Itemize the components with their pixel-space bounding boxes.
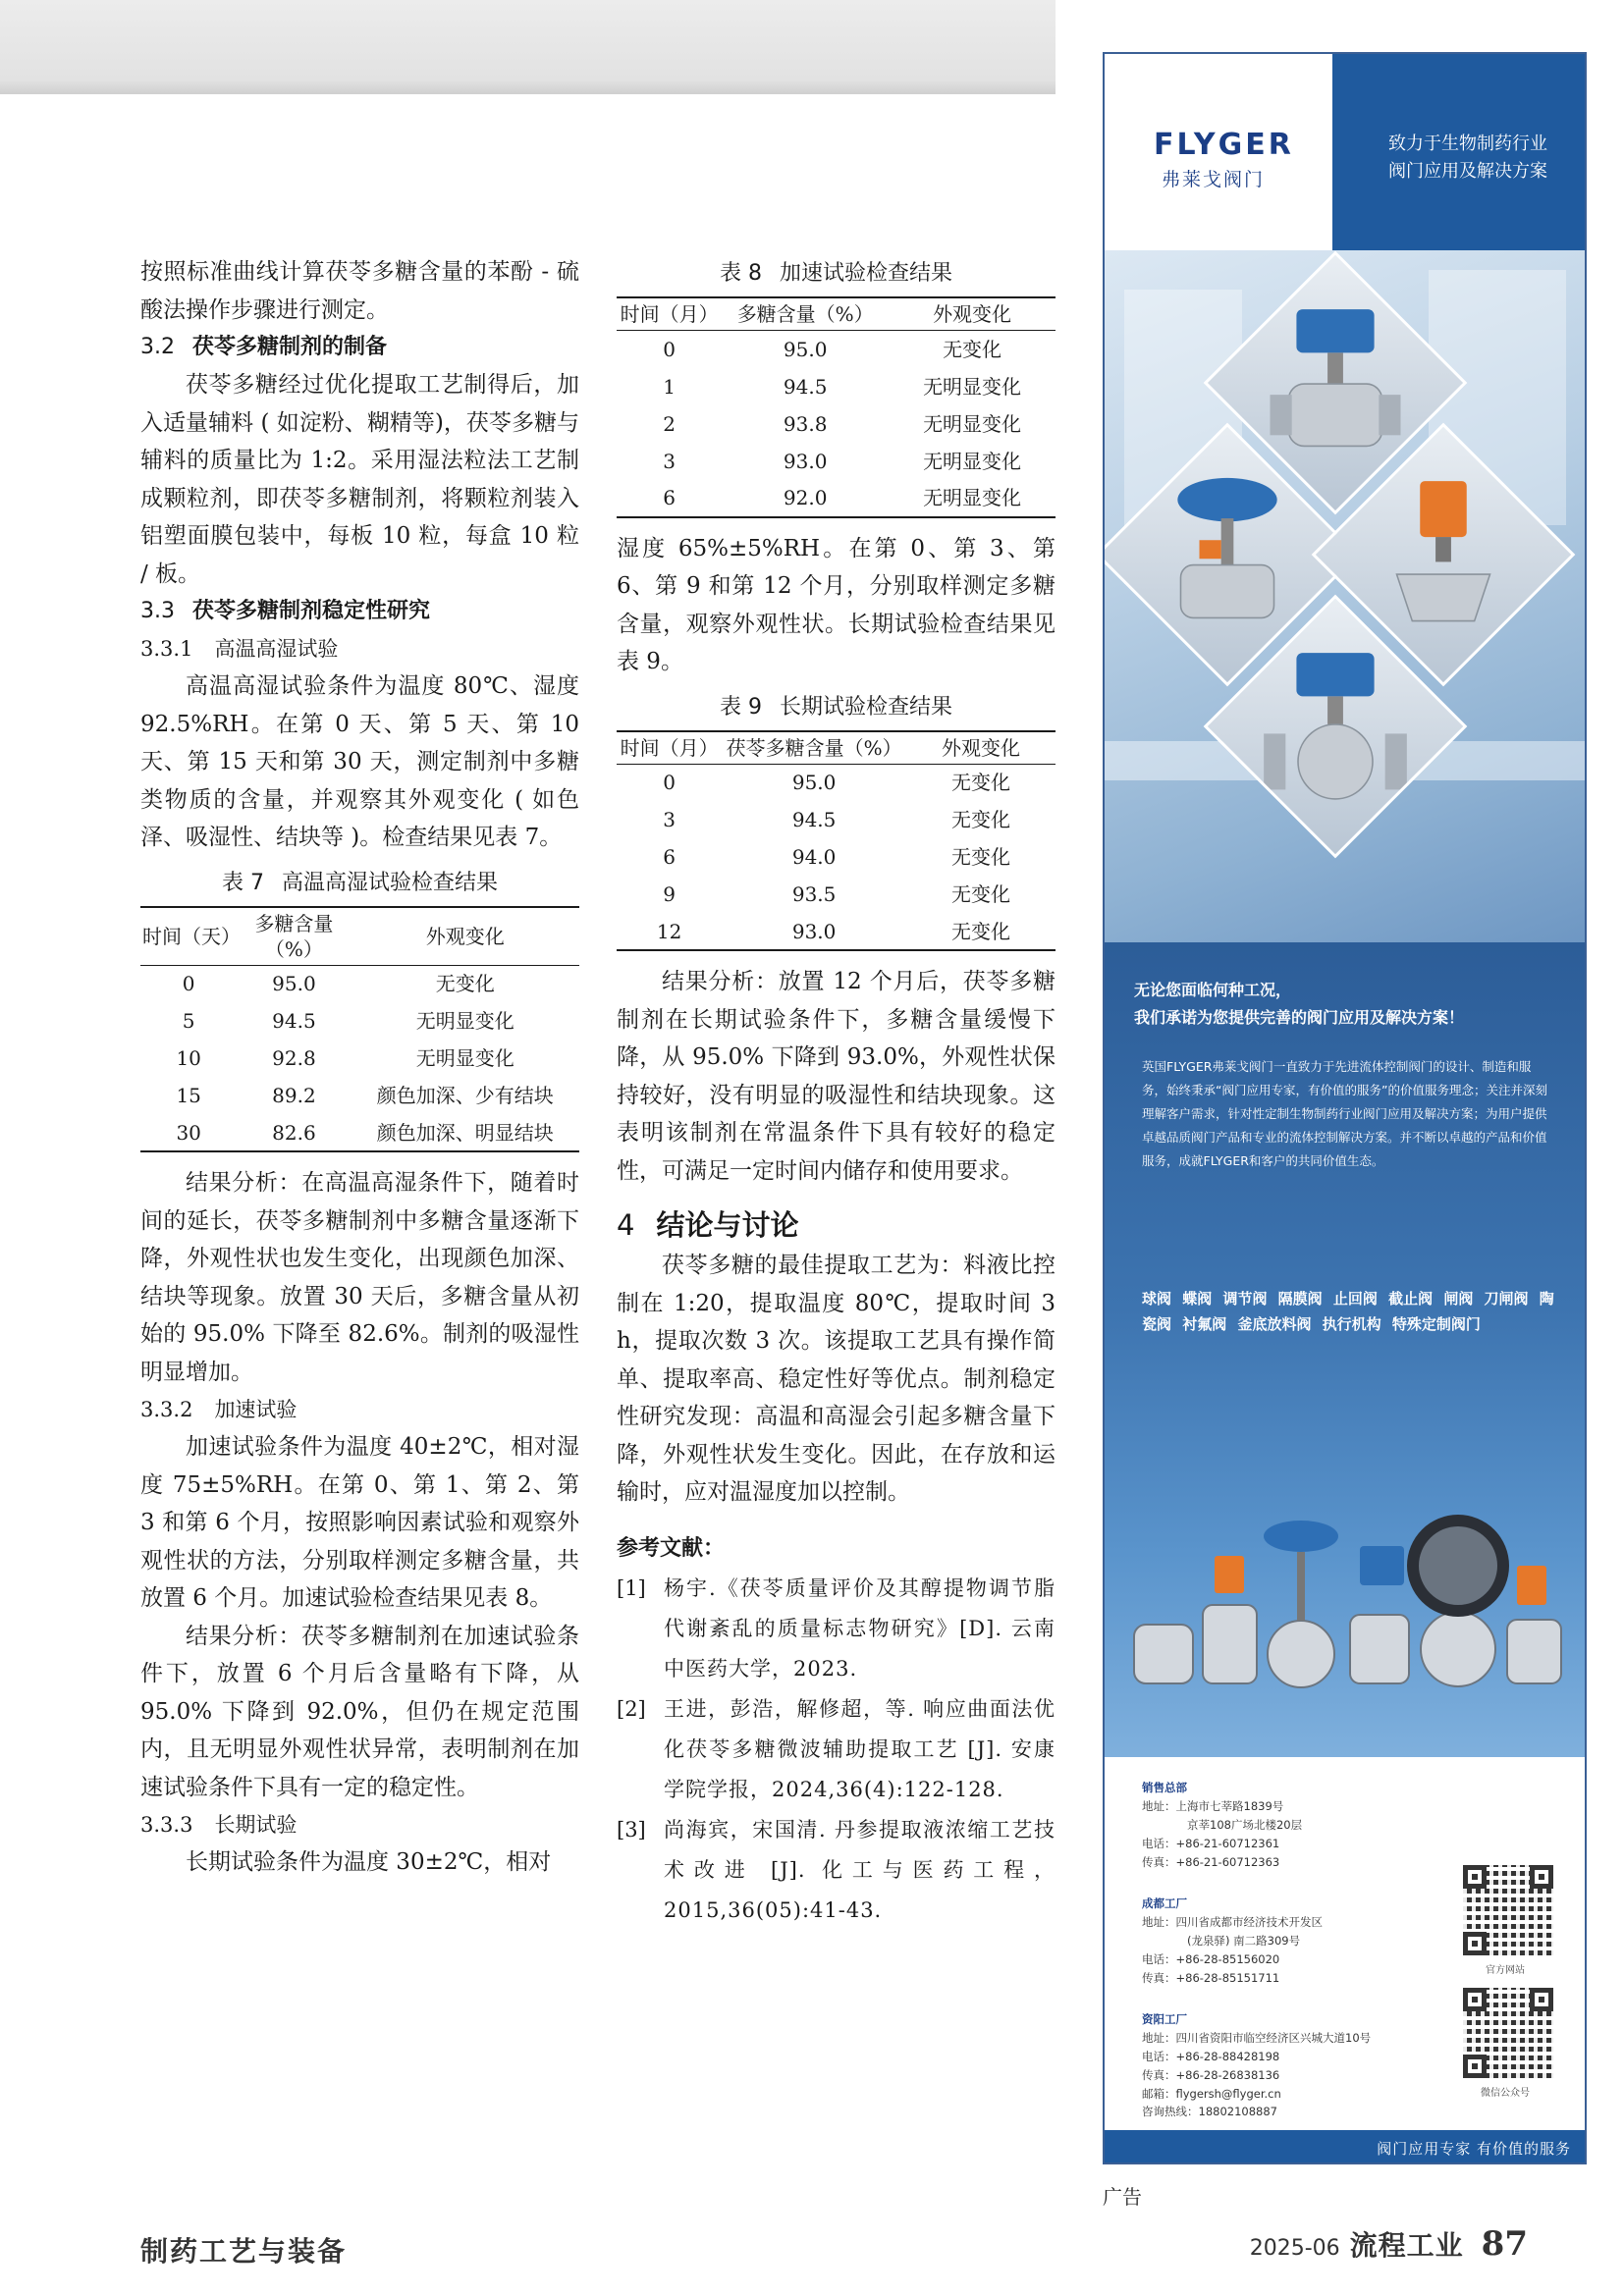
- section-number: 3.3: [140, 599, 175, 623]
- table-9-analysis-paragraph: 结果分析：放置 12 个月后，茯苓多糖制剂在长期试验条件下，多糖含量缓慢下降，从 95.0% 下降到 93.0%，外观性状保持较好，没有明显的吸湿性和结块现象。这表明该制剂在常温条件下具有较好的稳定性，可满足一定时间内储存和使用要求。: [617, 969, 1056, 1184]
- valve-collection-image: [1124, 1458, 1571, 1723]
- section-3-3-2-heading: [140, 1391, 579, 1428]
- contact-address: 地址：四川省成都市经济技术开发区: [1142, 1915, 1323, 1929]
- table-cell: 5: [182, 1009, 195, 1033]
- table-row: [140, 965, 579, 1002]
- table-cell: 30: [176, 1120, 201, 1145]
- contact-title: 销售总部: [1142, 1781, 1187, 1794]
- table-row: [617, 331, 1056, 368]
- flanged-ball-valve-icon: [1242, 637, 1429, 824]
- column-header: 外观变化: [425, 924, 505, 948]
- reference-number: [2]: [617, 1696, 646, 1721]
- table-7-analysis-paragraph: 结果分析：在高温高湿条件下，随着时间的延长，茯苓多糖制剂中多糖含量逐渐下降，外观性状也发生变化，出现颜色加深、结块等现象。放置 30 天后，多糖含量从初始的 95.0% 下降至 82.6%。制剂的吸湿性明显增加。: [140, 1170, 579, 1385]
- contact-title: 资阳工厂: [1142, 2012, 1187, 2026]
- table-cell: 无明显变化: [923, 486, 1022, 509]
- table-row: [617, 368, 1056, 405]
- section-3-3-3-heading: [140, 1806, 579, 1843]
- ad-tagline-line: 我们承诺为您提供完善的阀门应用及解决方案！: [1134, 1008, 1465, 1027]
- table-cell: 无明显变化: [923, 374, 1022, 399]
- table-cell: 6: [663, 486, 676, 509]
- ziyang-factory-contact: [1142, 2010, 1371, 2104]
- table-cell: 无变化: [435, 972, 495, 996]
- table-header-row: [617, 731, 1056, 765]
- ad-product-list: 球阀 蝶阀 调节阀 隔膜阀 止回阀 截止阀 闸阀 刀闸阀 陶瓷阀 衬氟阀 釜底放料阀 执行机构 特殊定制阀门: [1142, 1290, 1554, 1333]
- reference-number: [3]: [617, 1817, 646, 1842]
- table-cell: 93.0: [783, 449, 828, 473]
- table-row: [617, 876, 1056, 913]
- table-cell: 3: [663, 449, 676, 473]
- table-cell: 95.0: [272, 972, 316, 996]
- conclusion-paragraph: 茯苓多糖的最佳提取工艺为：料液比控制在 1:20，提取温度 80℃，提取时间 3 h，提取次数 3 次。该提取工艺具有操作简单、提取率高、稳定性好等优点。制剂稳定性研究发现：高温和高湿会引起多糖含量下降，外观性状发生变化。因此，在存放和运输时，应对温湿度加以控制。: [617, 1253, 1056, 1505]
- section-title: 加速试验: [214, 1398, 298, 1421]
- table-cell: 无明显变化: [415, 1046, 514, 1070]
- table-7-caption: [140, 867, 579, 900]
- table-cell: 无变化: [951, 845, 1010, 869]
- section-title: 长期试验: [214, 1813, 298, 1837]
- ad-slogan: [1350, 131, 1586, 186]
- qr-caption: 微信公众号: [1481, 2088, 1530, 2099]
- contact-fax: 传真：+86-28-85151711: [1142, 1971, 1280, 1985]
- table-number: 表 9: [719, 694, 762, 720]
- issue-number: 2025-06: [1249, 2236, 1340, 2261]
- table-cell: 93.8: [783, 411, 828, 436]
- advertisement-label: 广告: [1103, 2185, 1142, 2209]
- table-row: [617, 764, 1056, 801]
- qr-finder: [1463, 1932, 1487, 1955]
- section-name-footer: 制药工艺与装备: [140, 2235, 348, 2268]
- journal-footer: [1250, 2224, 1528, 2264]
- table-cell: 0: [182, 972, 195, 996]
- control-valve-icon: [1134, 465, 1321, 652]
- section-4-heading: [617, 1203, 1056, 1247]
- section-3-2-heading: [140, 329, 579, 366]
- section-3-3-1-heading: [140, 630, 579, 667]
- ad-logo-box: [1105, 54, 1332, 250]
- chengdu-factory-contact: [1142, 1895, 1323, 1988]
- column-header: 多糖含量（%）: [254, 911, 334, 961]
- contact-address: 地址：四川省资阳市临空经济区兴城大道10号: [1142, 2031, 1372, 2045]
- table-row: [617, 913, 1056, 950]
- table-cell: 94.5: [791, 808, 837, 831]
- table-cell: 93.5: [791, 882, 837, 906]
- contact-address: (龙泉驿) 南二路309号: [1187, 1934, 1301, 1948]
- table-cell: 12: [656, 919, 682, 943]
- section-3-3-1-paragraph: 高温高湿试验条件为温度 80℃、湿度 92.5%RH。在第 0 天、第 5 天、第 10 天、第 15 天和第 30 天，测定制剂中多糖类物质的含量，并观察其外观变化 ( 如色泽、吸湿性、结块等 )。检查结果见表 7。: [140, 673, 579, 850]
- table-header-row: [617, 297, 1056, 331]
- table-cell: 0: [663, 771, 676, 795]
- section-3-3-heading: [140, 593, 579, 630]
- table-cell: 89.2: [272, 1084, 316, 1107]
- reference-item: [617, 1810, 1056, 1931]
- table-number: 表 8: [719, 261, 762, 286]
- table-row: [617, 443, 1056, 480]
- table-cell: 10: [176, 1046, 201, 1070]
- table-cell: 无变化: [951, 919, 1010, 943]
- table-cell: 颜色加深、少有结块: [376, 1084, 554, 1107]
- column-header: 时间（月）: [620, 735, 719, 760]
- table-cell: 82.6: [272, 1120, 316, 1145]
- section-3-2-paragraph: 茯苓多糖经过优化提取工艺制得后，加入适量辅料 ( 如淀粉、糊精等)，茯苓多糖与辅料的质量比为 1:2。采用湿法粒法工艺制成颗粒剂，即茯苓多糖制剂，将颗粒剂装入铝塑面膜包装中，每板 10 粒，每盒 10 粒 / 板。: [140, 372, 579, 587]
- qr-caption: 官方网站: [1486, 1965, 1525, 1976]
- contact-address: 地址：上海市七莘路1839号: [1142, 1799, 1284, 1813]
- table-cell: 92.0: [783, 486, 828, 509]
- ad-lab-photo: [1105, 250, 1585, 942]
- ad-slogan-line: 阀门应用及解决方案: [1388, 161, 1547, 182]
- table-row: [617, 480, 1056, 517]
- table-row: [140, 1040, 579, 1077]
- section-title: 高温高湿试验: [214, 637, 339, 661]
- ball-valve-icon: [1242, 294, 1429, 480]
- table-title: 加速试验检查结果: [779, 261, 952, 286]
- ad-slogan-box: [1332, 54, 1587, 250]
- table-cell: 无变化: [943, 337, 1002, 361]
- table-cell: 92.8: [272, 1046, 316, 1070]
- contact-fax: 传真：+86-28-26838136: [1142, 2068, 1280, 2082]
- table-cell: 无明显变化: [923, 449, 1022, 473]
- table-cell: 无明显变化: [923, 411, 1022, 436]
- contact-fax: 传真：+86-21-60712363: [1142, 1855, 1280, 1869]
- contact-title: 成都工厂: [1142, 1896, 1187, 1910]
- table-cell: 颜色加深、明显结块: [376, 1120, 554, 1145]
- ad-footer-slogan: 阀门应用专家 有价值的服务: [1377, 2140, 1571, 2158]
- website-qr-code: [1463, 1865, 1553, 1955]
- reference-number: [1]: [617, 1575, 646, 1600]
- table-9: [617, 730, 1056, 952]
- table-9-caption: [617, 691, 1056, 724]
- contact-phone: 电话：+86-28-88428198: [1142, 2050, 1280, 2063]
- flyger-logo: FLYGER: [1154, 128, 1294, 162]
- section-3-3-2-paragraph: 加速试验条件为温度 40±2℃，相对湿度 75±5%RH。在第 0、第 1、第 2、第 3 和第 6 个月，按照影响因素试验和观察外观性状的方法，分别取样测定多糖含量，共放置 6 个月。加速试验检查结果见表 8。: [140, 1434, 579, 1611]
- wechat-qr-code: [1463, 1988, 1553, 2078]
- section-title: 茯苓多糖制剂的制备: [192, 335, 388, 359]
- reference-text: 王进，彭浩，解修超，等. 响应曲面法优化茯苓多糖微波辅助提取工艺 [J]. 安康学院学报，2024,36(4):122-128.: [664, 1696, 1056, 1801]
- qr-finder: [1530, 1865, 1553, 1889]
- table-cell: 3: [663, 808, 676, 831]
- section-number: 3.3.2: [140, 1398, 193, 1421]
- table-title: 高温高湿试验检查结果: [281, 870, 498, 895]
- contact-phone: 电话：+86-28-85156020: [1142, 1952, 1280, 1966]
- ad-slogan-line: 致力于生物制药行业: [1388, 133, 1547, 154]
- table-cell: 95.0: [783, 337, 828, 361]
- table-row: [617, 838, 1056, 876]
- table-8: [617, 296, 1056, 518]
- ad-tagline: [1134, 977, 1566, 1032]
- flyger-logo-subtitle: 弗莱戈阀门: [1162, 169, 1266, 190]
- reference-text: 尚海宾，宋国清. 丹参提取液浓缩工艺技术改进 [J]. 化工与医药工程，2015,36(05):41-43.: [664, 1817, 1056, 1922]
- table-cell: 93.0: [791, 919, 837, 943]
- contact-email: 邮箱：flygersh@flyger.cn: [1142, 2087, 1281, 2101]
- table-cell: 0: [663, 337, 676, 361]
- qr-finder: [1463, 1988, 1487, 2011]
- table-cell: 无变化: [951, 771, 1010, 795]
- table-title: 长期试验检查结果: [779, 694, 952, 720]
- ad-description: 英国FLYGER弗莱戈阀门一直致力于先进流体控制阀门的设计、制造和服务，始终秉承“阀门应用专家，有价值的服务”的价值服务理念；关注并深刻理解客户需求，针对性定制生物制药行业阀门应用及解决方案；为用户提供卓越品质阀门产品和专业的流体控制解决方案。并不断以卓越的产品和价值服务，成就FLYGER和客户的共同价值生态。: [1142, 1059, 1547, 1168]
- ad-header: [1105, 54, 1585, 250]
- section-number: 4: [617, 1208, 635, 1242]
- sales-hq-contact: [1142, 1779, 1302, 1872]
- y-valve-icon: [1350, 465, 1537, 652]
- ad-footer-bar: [1105, 2130, 1585, 2164]
- table-8-caption: [617, 257, 1056, 291]
- table-cell: 6: [663, 845, 676, 869]
- column-header: 时间（天）: [142, 924, 241, 948]
- section-number: 3.3.1: [140, 637, 193, 661]
- qr-finder: [1463, 2055, 1487, 2078]
- hotline: 咨询热线：18802108887: [1142, 2105, 1277, 2118]
- table-cell: 94.0: [791, 845, 837, 869]
- table-header-row: [140, 907, 579, 966]
- qr-finder: [1530, 1988, 1553, 2011]
- contact-address: 京莘108广场北楼20层: [1187, 1818, 1303, 1832]
- section-3-3-3-paragraph: 长期试验条件为温度 30±2℃，相对: [186, 1849, 552, 1875]
- top-header-band: [0, 0, 1056, 94]
- table-cell: 94.5: [272, 1009, 316, 1033]
- journal-name: 流程工业: [1349, 2229, 1464, 2262]
- column-header: 外观变化: [942, 735, 1020, 760]
- column-header: 多糖含量（%）: [736, 302, 874, 326]
- intro-paragraph: 按照标准曲线计算茯苓多糖含量的苯酚 - 硫酸法操作步骤进行测定。: [140, 259, 579, 323]
- section-title: 结论与讨论: [656, 1208, 799, 1242]
- left-column: [140, 253, 579, 1882]
- table-row: [617, 405, 1056, 443]
- table-cell: 9: [663, 882, 676, 906]
- reference-item: [617, 1689, 1056, 1810]
- table-7: [140, 906, 579, 1153]
- table-cell: 无明显变化: [415, 1009, 514, 1033]
- reference-text: 杨宇.《茯苓质量评价及其醇提物调节脂代谢紊乱的质量标志物研究》[D]. 云南中医药大学，2023.: [664, 1575, 1056, 1681]
- table-number: 表 7: [221, 870, 264, 895]
- table-cell: 1: [663, 374, 676, 399]
- table-cell: 2: [663, 411, 676, 436]
- section-title: 茯苓多糖制剂稳定性研究: [192, 599, 431, 623]
- ad-contact-panel: [1105, 1757, 1585, 2130]
- table-row: [140, 1002, 579, 1040]
- column-header: 外观变化: [933, 302, 1012, 326]
- qr-finder: [1463, 1865, 1487, 1889]
- table-cell: 无变化: [951, 808, 1010, 831]
- column-header: 茯苓多糖含量（%）: [726, 735, 902, 760]
- table-cell: 15: [176, 1084, 201, 1107]
- section-number: 3.3.3: [140, 1813, 193, 1837]
- table-8-analysis-paragraph: 结果分析：茯苓多糖制剂在加速试验条件下，放置 6 个月后含量略有下降，从 95.0% 下降到 92.0%，但仍在规定范围内，且无明显外观性状异常，表明制剂在加速试验条件下具有一定的稳定性。: [140, 1623, 579, 1800]
- table-row: [140, 1114, 579, 1151]
- reference-item: [617, 1569, 1056, 1689]
- middle-column: [617, 257, 1056, 1931]
- table-row: [617, 801, 1056, 838]
- page-number: 87: [1481, 2224, 1528, 2264]
- column-header: 时间（月）: [620, 302, 719, 326]
- section-number: 3.2: [140, 335, 175, 359]
- contact-phone: 电话：+86-21-60712361: [1142, 1837, 1280, 1850]
- table-cell: 94.5: [783, 374, 828, 399]
- table-row: [140, 1077, 579, 1114]
- long-term-condition-paragraph: 湿度 65%±5%RH。在第 0、第 3、第 6、第 9 和第 12 个月，分别取样测定多糖含量，观察外观性状。长期试验检查结果见表 9。: [617, 535, 1056, 674]
- references-heading: 参考文献：: [617, 1535, 726, 1561]
- table-cell: 95.0: [791, 771, 837, 795]
- ad-tagline-line: 无论您面临何种工况，: [1134, 981, 1292, 999]
- table-cell: 无变化: [951, 882, 1010, 906]
- advertisement: [1103, 52, 1587, 2164]
